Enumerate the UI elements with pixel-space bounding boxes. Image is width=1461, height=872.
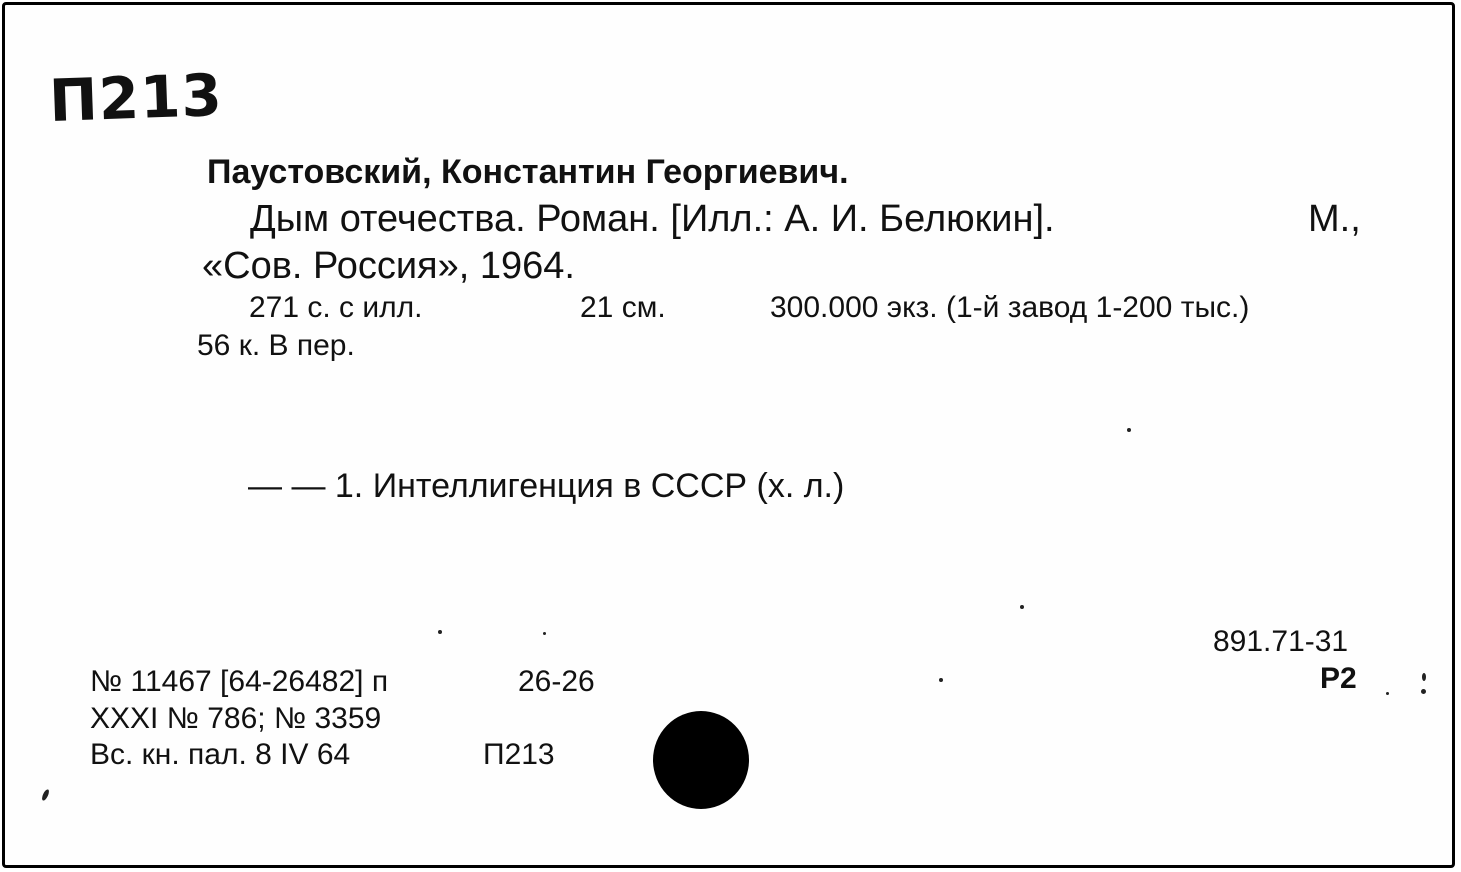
shelfmark-printed: П213 [483,738,555,771]
ink-speck [1020,605,1024,609]
ink-speck [543,632,546,635]
publication-place: М., [1308,198,1361,240]
classification-subcode: Р2 [1320,662,1357,695]
registry-numbers: XXXI № 786; № 3359 [90,702,382,735]
book-size: 21 см. [580,291,666,324]
print-run: 300.000 экз. (1-й завод 1-200 тыс.) [770,291,1250,324]
page-count: 271 с. с илл. [249,291,423,324]
ink-speck [1386,692,1389,695]
book-chamber-note: Вс. кн. пал. 8 IV 64 [90,738,351,771]
price-binding: 56 к. В пер. [197,329,355,362]
record-number: № 11467 [64-26482] п [90,665,389,698]
catalog-card [2,2,1455,868]
ink-speck [438,630,442,634]
ink-speck [41,789,51,802]
punch-hole [653,711,749,809]
ink-speck [939,678,943,682]
classification-code: 891.71-31 [1213,625,1349,658]
subject-entry: — — 1. Интеллигенция в СССР (х. л.) [248,467,845,505]
shelfmark: П213 [48,60,224,135]
title-line-1: Дым отечества. Роман. [Илл.: А. И. Белюкин]. [250,198,1055,240]
ink-speck [1127,428,1131,432]
ink-speck [1421,689,1426,694]
catalog-code: 26-26 [518,665,595,698]
ink-speck [1422,673,1426,681]
author-heading: Паустовский, Константин Георгиевич. [207,153,849,191]
title-line-2: «Сов. Россия», 1964. [202,245,575,287]
